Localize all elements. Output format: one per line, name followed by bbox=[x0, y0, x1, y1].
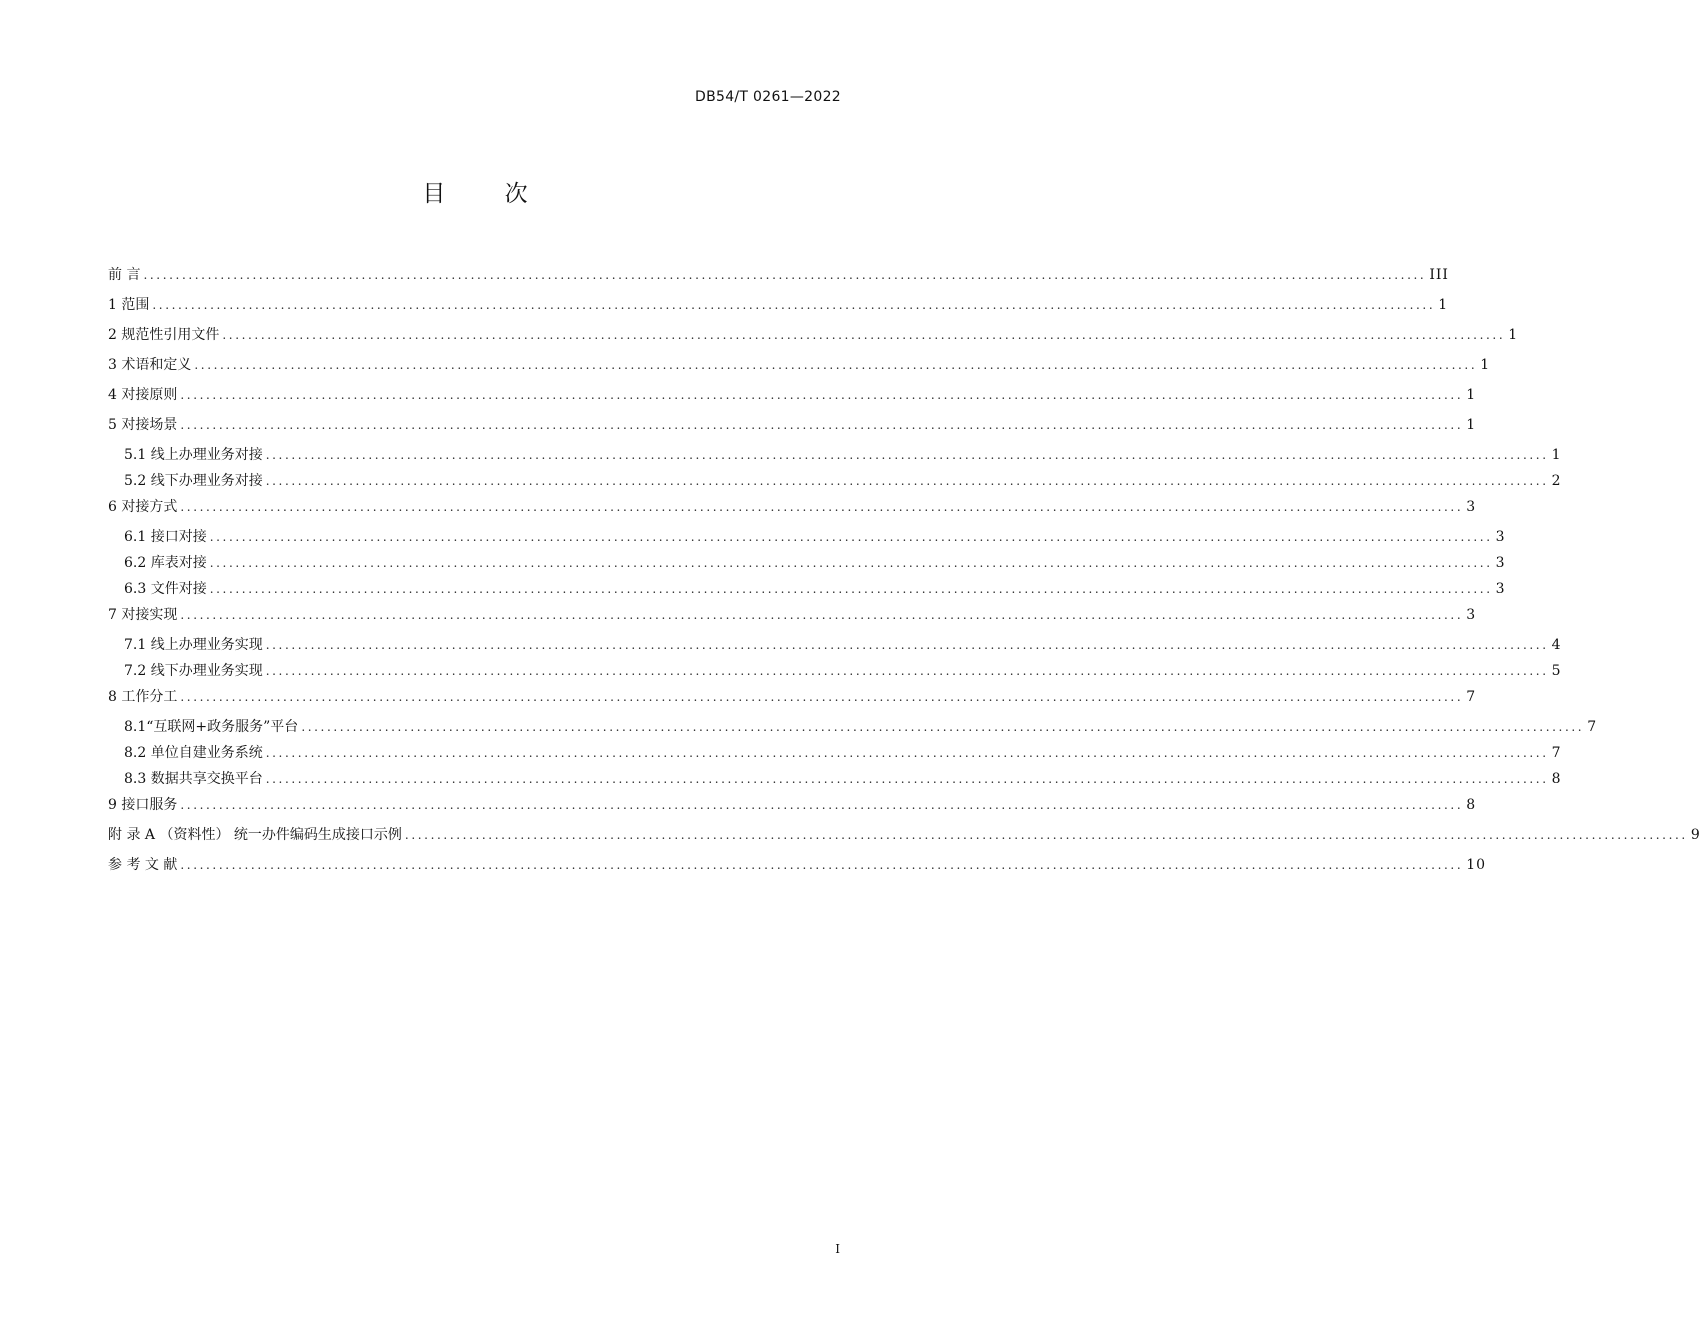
title-char-right: 次 bbox=[504, 181, 528, 207]
toc-entry-label: 8.3 数据共享交换平台 bbox=[124, 771, 263, 787]
toc-leader-dots: ........................................................................................................................................................................................................ bbox=[222, 328, 1506, 342]
toc-entry-label: 7.2 线下办理业务实现 bbox=[124, 663, 263, 679]
toc-entry-page: 9 bbox=[1690, 827, 1701, 843]
toc-leader-dots: ........................................................................................................................................................................................................ bbox=[180, 388, 1464, 402]
toc-leader-dots: ........................................................................................................................................................................................................ bbox=[265, 448, 1549, 462]
toc-entry-page: 8 bbox=[1551, 771, 1562, 787]
toc-entry-label: 6 对接方式 bbox=[108, 499, 178, 515]
toc-leader-dots: ........................................................................................................................................................................................................ bbox=[301, 720, 1585, 734]
toc-entry-label: 7.1 线上办理业务实现 bbox=[124, 637, 263, 653]
toc-entry[interactable] bbox=[108, 262, 1449, 292]
toc-leader-dots: ........................................................................................................................................................................................................ bbox=[404, 828, 1688, 842]
toc-leader-dots: ........................................................................................................................................................................................................ bbox=[180, 858, 1464, 872]
document-code: DB54/T 0261—2022 bbox=[695, 89, 841, 105]
toc-leader-dots: ........................................................................................................................................................................................................ bbox=[265, 772, 1549, 786]
toc-entry[interactable] bbox=[108, 684, 1477, 714]
page-number: I bbox=[835, 1242, 840, 1256]
toc-entry-page: 5 bbox=[1551, 663, 1562, 679]
toc-entry[interactable] bbox=[108, 442, 1562, 468]
toc-entry-label: 6.1 接口对接 bbox=[124, 529, 207, 545]
toc-entry-label: 前 言 bbox=[108, 267, 141, 283]
toc-entry-page: 3 bbox=[1495, 529, 1506, 545]
toc-entry-page: 7 bbox=[1551, 745, 1562, 761]
toc-entry-label: 9 接口服务 bbox=[108, 797, 178, 813]
toc-entry-page: 10 bbox=[1466, 857, 1487, 873]
toc-entry[interactable] bbox=[108, 292, 1449, 322]
toc-leader-dots: ........................................................................................................................................................................................................ bbox=[180, 798, 1464, 812]
toc-entry-page: 7 bbox=[1466, 689, 1477, 705]
toc-entry[interactable] bbox=[108, 632, 1562, 658]
toc-entry[interactable] bbox=[108, 602, 1477, 632]
toc-entry[interactable] bbox=[108, 766, 1562, 792]
toc-leader-dots: ........................................................................................................................................................................................................ bbox=[265, 746, 1549, 760]
toc-entry[interactable] bbox=[108, 382, 1477, 412]
toc-entry[interactable] bbox=[108, 468, 1562, 494]
toc-leader-dots: ........................................................................................................................................................................................................ bbox=[265, 664, 1549, 678]
toc-entry-page: 1 bbox=[1551, 447, 1562, 463]
toc-leader-dots: ........................................................................................................................................................................................................ bbox=[265, 474, 1549, 488]
toc-entry-page: 7 bbox=[1587, 719, 1598, 735]
toc-entry[interactable] bbox=[108, 412, 1477, 442]
toc-entry-label: 4 对接原则 bbox=[108, 387, 178, 403]
toc-leader-dots: ........................................................................................................................................................................................................ bbox=[209, 530, 1493, 544]
toc-entry-page: III bbox=[1429, 267, 1449, 283]
toc-leader-dots: ........................................................................................................................................................................................................ bbox=[209, 582, 1493, 596]
toc-entry[interactable] bbox=[108, 658, 1562, 684]
toc-entry-label: 5.1 线上办理业务对接 bbox=[124, 447, 263, 463]
toc-entry-page: 8 bbox=[1466, 797, 1477, 813]
toc-entry-page: 1 bbox=[1438, 297, 1449, 313]
toc-entry-page: 3 bbox=[1466, 499, 1477, 515]
toc-entry[interactable] bbox=[108, 550, 1506, 576]
toc-entry-label: 3 术语和定义 bbox=[108, 357, 192, 373]
toc-leader-dots: ........................................................................................................................................................................................................ bbox=[152, 298, 1436, 312]
toc-entry-page: 3 bbox=[1466, 607, 1477, 623]
toc-entry-page: 2 bbox=[1551, 473, 1562, 489]
toc-entry-label: 6.3 文件对接 bbox=[124, 581, 207, 597]
toc-entry[interactable] bbox=[108, 852, 1487, 882]
toc-leader-dots: ........................................................................................................................................................................................................ bbox=[143, 268, 1427, 282]
toc-entry-page: 3 bbox=[1495, 581, 1506, 597]
toc-entry-page: 3 bbox=[1495, 555, 1506, 571]
toc-entry[interactable] bbox=[108, 352, 1491, 382]
toc-entry[interactable] bbox=[108, 740, 1562, 766]
toc-entry-label: 附 录 A （资料性） 统一办件编码生成接口示例 bbox=[108, 827, 402, 843]
toc-entry-label: 8.1“互联网+政务服务”平台 bbox=[124, 719, 299, 735]
toc-entry[interactable] bbox=[108, 822, 1701, 852]
toc-entry-label: 8 工作分工 bbox=[108, 689, 178, 705]
toc-leader-dots: ........................................................................................................................................................................................................ bbox=[180, 500, 1464, 514]
toc-entry-label: 1 范围 bbox=[108, 297, 150, 313]
toc-entry[interactable] bbox=[108, 524, 1506, 550]
toc-entry-label: 参 考 文 献 bbox=[108, 857, 178, 873]
toc-entry-label: 5.2 线下办理业务对接 bbox=[124, 473, 263, 489]
toc-entry[interactable] bbox=[108, 322, 1519, 352]
page-title bbox=[0, 175, 950, 208]
toc-entry-label: 5 对接场景 bbox=[108, 417, 178, 433]
toc-leader-dots: ........................................................................................................................................................................................................ bbox=[180, 418, 1464, 432]
table-of-contents bbox=[108, 262, 1701, 882]
toc-entry-label: 6.2 库表对接 bbox=[124, 555, 207, 571]
toc-entry[interactable] bbox=[108, 576, 1506, 602]
toc-leader-dots: ........................................................................................................................................................................................................ bbox=[265, 638, 1549, 652]
toc-leader-dots: ........................................................................................................................................................................................................ bbox=[180, 690, 1464, 704]
toc-leader-dots: ........................................................................................................................................................................................................ bbox=[209, 556, 1493, 570]
toc-entry-page: 4 bbox=[1551, 637, 1562, 653]
toc-entry[interactable] bbox=[108, 714, 1598, 740]
toc-leader-dots: ........................................................................................................................................................................................................ bbox=[180, 608, 1464, 622]
toc-leader-dots: ........................................................................................................................................................................................................ bbox=[194, 358, 1478, 372]
toc-entry-page: 1 bbox=[1480, 357, 1491, 373]
toc-entry-page: 1 bbox=[1508, 327, 1519, 343]
title-char-left: 目 bbox=[422, 181, 446, 207]
toc-entry[interactable] bbox=[108, 792, 1477, 822]
toc-entry-label: 2 规范性引用文件 bbox=[108, 327, 220, 343]
toc-entry-page: 1 bbox=[1466, 417, 1477, 433]
toc-entry-page: 1 bbox=[1466, 387, 1477, 403]
toc-entry-label: 7 对接实现 bbox=[108, 607, 178, 623]
toc-entry[interactable] bbox=[108, 494, 1477, 524]
toc-entry-label: 8.2 单位自建业务系统 bbox=[124, 745, 263, 761]
